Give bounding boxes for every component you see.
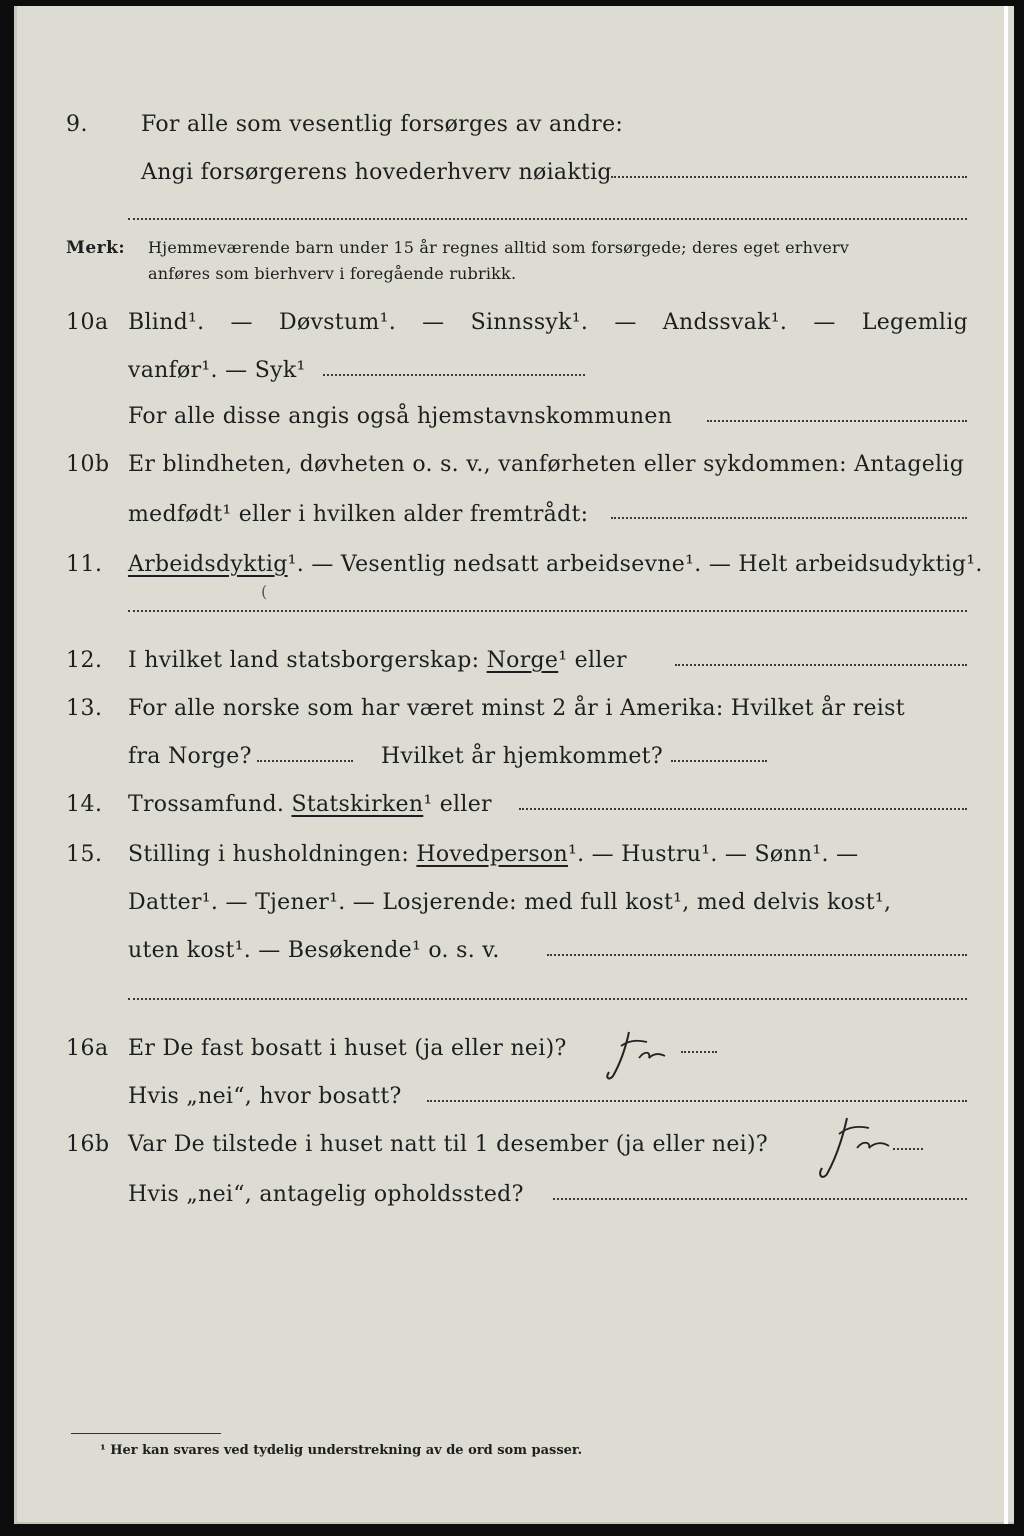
answer-line-16b-opholdssted[interactable] <box>553 1198 967 1200</box>
answer-line-16a[interactable] <box>681 1051 717 1053</box>
answer-line-12[interactable] <box>675 664 967 666</box>
answer-line-15-extra[interactable] <box>128 998 967 1000</box>
answer-line-11-extra[interactable] <box>128 610 967 612</box>
answer-16a-text: Ja <box>599 1026 600 1027</box>
item-number-13: 13. <box>66 696 103 721</box>
item-number-15: 15. <box>66 842 103 867</box>
merk-label: Merk: <box>66 238 126 258</box>
item-13-line-2a: fra Norge? <box>128 744 252 769</box>
scan-edge <box>1004 6 1008 1524</box>
item-number-16b: 16b <box>66 1132 110 1157</box>
item-11-line-1 <box>128 552 983 577</box>
handwritten-answer-16a <box>599 1026 679 1086</box>
option-legemlig[interactable]: Legemlig <box>861 310 968 335</box>
item-13-line-1: For alle norske som har været minst 2 år i Amerika: Hvilket år reist <box>128 696 905 721</box>
item-number-12: 12. <box>66 648 103 673</box>
item-number-10a: 10a <box>66 310 109 335</box>
item-number-16a: 16a <box>66 1036 109 1061</box>
option-statskirken-selected[interactable]: Statskirken <box>291 792 424 817</box>
answer-line-13-hjemkommet[interactable] <box>671 760 767 762</box>
item-16a-line-1: Er De fast bosatt i huset (ja eller nei)? <box>128 1036 567 1061</box>
option-andssvak[interactable]: Andssvak¹. <box>662 310 788 335</box>
merk-line-2: anføres som bierhverv i foregående rubrikk. <box>148 264 517 283</box>
item-16a-line-2: Hvis „nei“, hvor bosatt? <box>128 1084 402 1109</box>
answer-line-10a-syk[interactable] <box>323 374 585 376</box>
merk-line-1: Hjemmeværende barn under 15 år regnes alltid som forsørgede; deres eget erhverv <box>148 238 850 257</box>
item-10b-line-2: medfødt¹ eller i hvilken alder fremtrådt: <box>128 502 589 527</box>
dash: — <box>813 310 836 335</box>
item-15-line-1 <box>128 842 858 867</box>
option-arbeidsdyktig-selected[interactable]: Arbeidsdyktig <box>128 552 288 577</box>
item-15-line-2: Datter¹. — Tjener¹. — Losjerende: med full kost¹, med delvis kost¹, <box>128 890 892 915</box>
item-9-line-2: Angi forsørgerens hovederhverv nøiaktig <box>141 160 612 185</box>
item-13-line-2b: Hvilket år hjemkommet? <box>381 744 663 769</box>
footnote: ¹ Her kan svares ved tydelig understrekning av de ord som passer. <box>100 1443 583 1458</box>
item-10b-line-1: Er blindheten, døvheten o. s. v., vanførheten eller sykdommen: Antagelig <box>128 452 965 477</box>
item-10a-line-3: For alle disse angis også hjemstavnskommunen <box>128 404 673 429</box>
option-blind[interactable]: Blind¹. <box>128 310 205 335</box>
answer-line-10a-hjemstavn[interactable] <box>707 420 967 422</box>
item-12-text: I hvilket land statsborgerskap: <box>128 648 480 673</box>
item-10a-line-2: vanfør¹. — Syk¹ <box>128 358 306 383</box>
answer-line-16a-bosatt[interactable] <box>427 1100 967 1102</box>
item-15-post: ¹. — Hustru¹. — Sønn¹. — <box>567 842 859 867</box>
item-number-9: 9. <box>66 112 88 137</box>
answer-line-14[interactable] <box>519 808 967 810</box>
dash: — <box>230 310 253 335</box>
option-sinnssyk[interactable]: Sinnssyk¹. <box>470 310 589 335</box>
item-11-rest: ¹. — Vesentlig nedsatt arbeidsevne¹. — Helt arbeidsudyktig¹. <box>287 552 983 577</box>
pencil-mark-icon: ( <box>261 582 268 601</box>
answer-line-9[interactable] <box>611 176 967 178</box>
answer-line-9-extra[interactable] <box>128 218 967 220</box>
dash: — <box>614 310 637 335</box>
item-10a-line-1 <box>128 310 968 335</box>
item-16b-line-2: Hvis „nei“, antagelig opholdssted? <box>128 1182 524 1207</box>
item-number-11: 11. <box>66 552 103 577</box>
item-12-post: ¹ eller <box>558 648 627 673</box>
option-dovstum[interactable]: Døvstum¹. <box>279 310 396 335</box>
item-number-14: 14. <box>66 792 103 817</box>
handwritten-answer-16b <box>813 1112 903 1184</box>
item-number-10b: 10b <box>66 452 110 477</box>
item-14-post: ¹ eller <box>423 792 492 817</box>
dash: — <box>422 310 445 335</box>
item-14-line-1 <box>128 792 492 817</box>
item-9-line-1: For alle som vesentlig forsørges av andre: <box>141 112 624 137</box>
form-page <box>14 6 1014 1524</box>
answer-16b-text: Ja <box>813 1112 814 1113</box>
answer-line-16b[interactable] <box>893 1148 923 1150</box>
item-16b-line-1: Var De tilstede i huset natt til 1 desember (ja eller nei)? <box>128 1132 768 1157</box>
answer-line-10b[interactable] <box>611 517 967 519</box>
option-hovedperson-selected[interactable]: Hovedperson <box>416 842 568 867</box>
option-norge-selected[interactable]: Norge <box>486 648 559 673</box>
answer-line-13-reist[interactable] <box>257 760 353 762</box>
item-15-line-3: uten kost¹. — Besøkende¹ o. s. v. <box>128 938 500 963</box>
item-14-text: Trossamfund. <box>128 792 285 817</box>
item-12-line-1 <box>128 648 627 673</box>
answer-line-15[interactable] <box>547 954 967 956</box>
item-15-text: Stilling i husholdningen: <box>128 842 410 867</box>
footnote-rule <box>71 1433 221 1434</box>
